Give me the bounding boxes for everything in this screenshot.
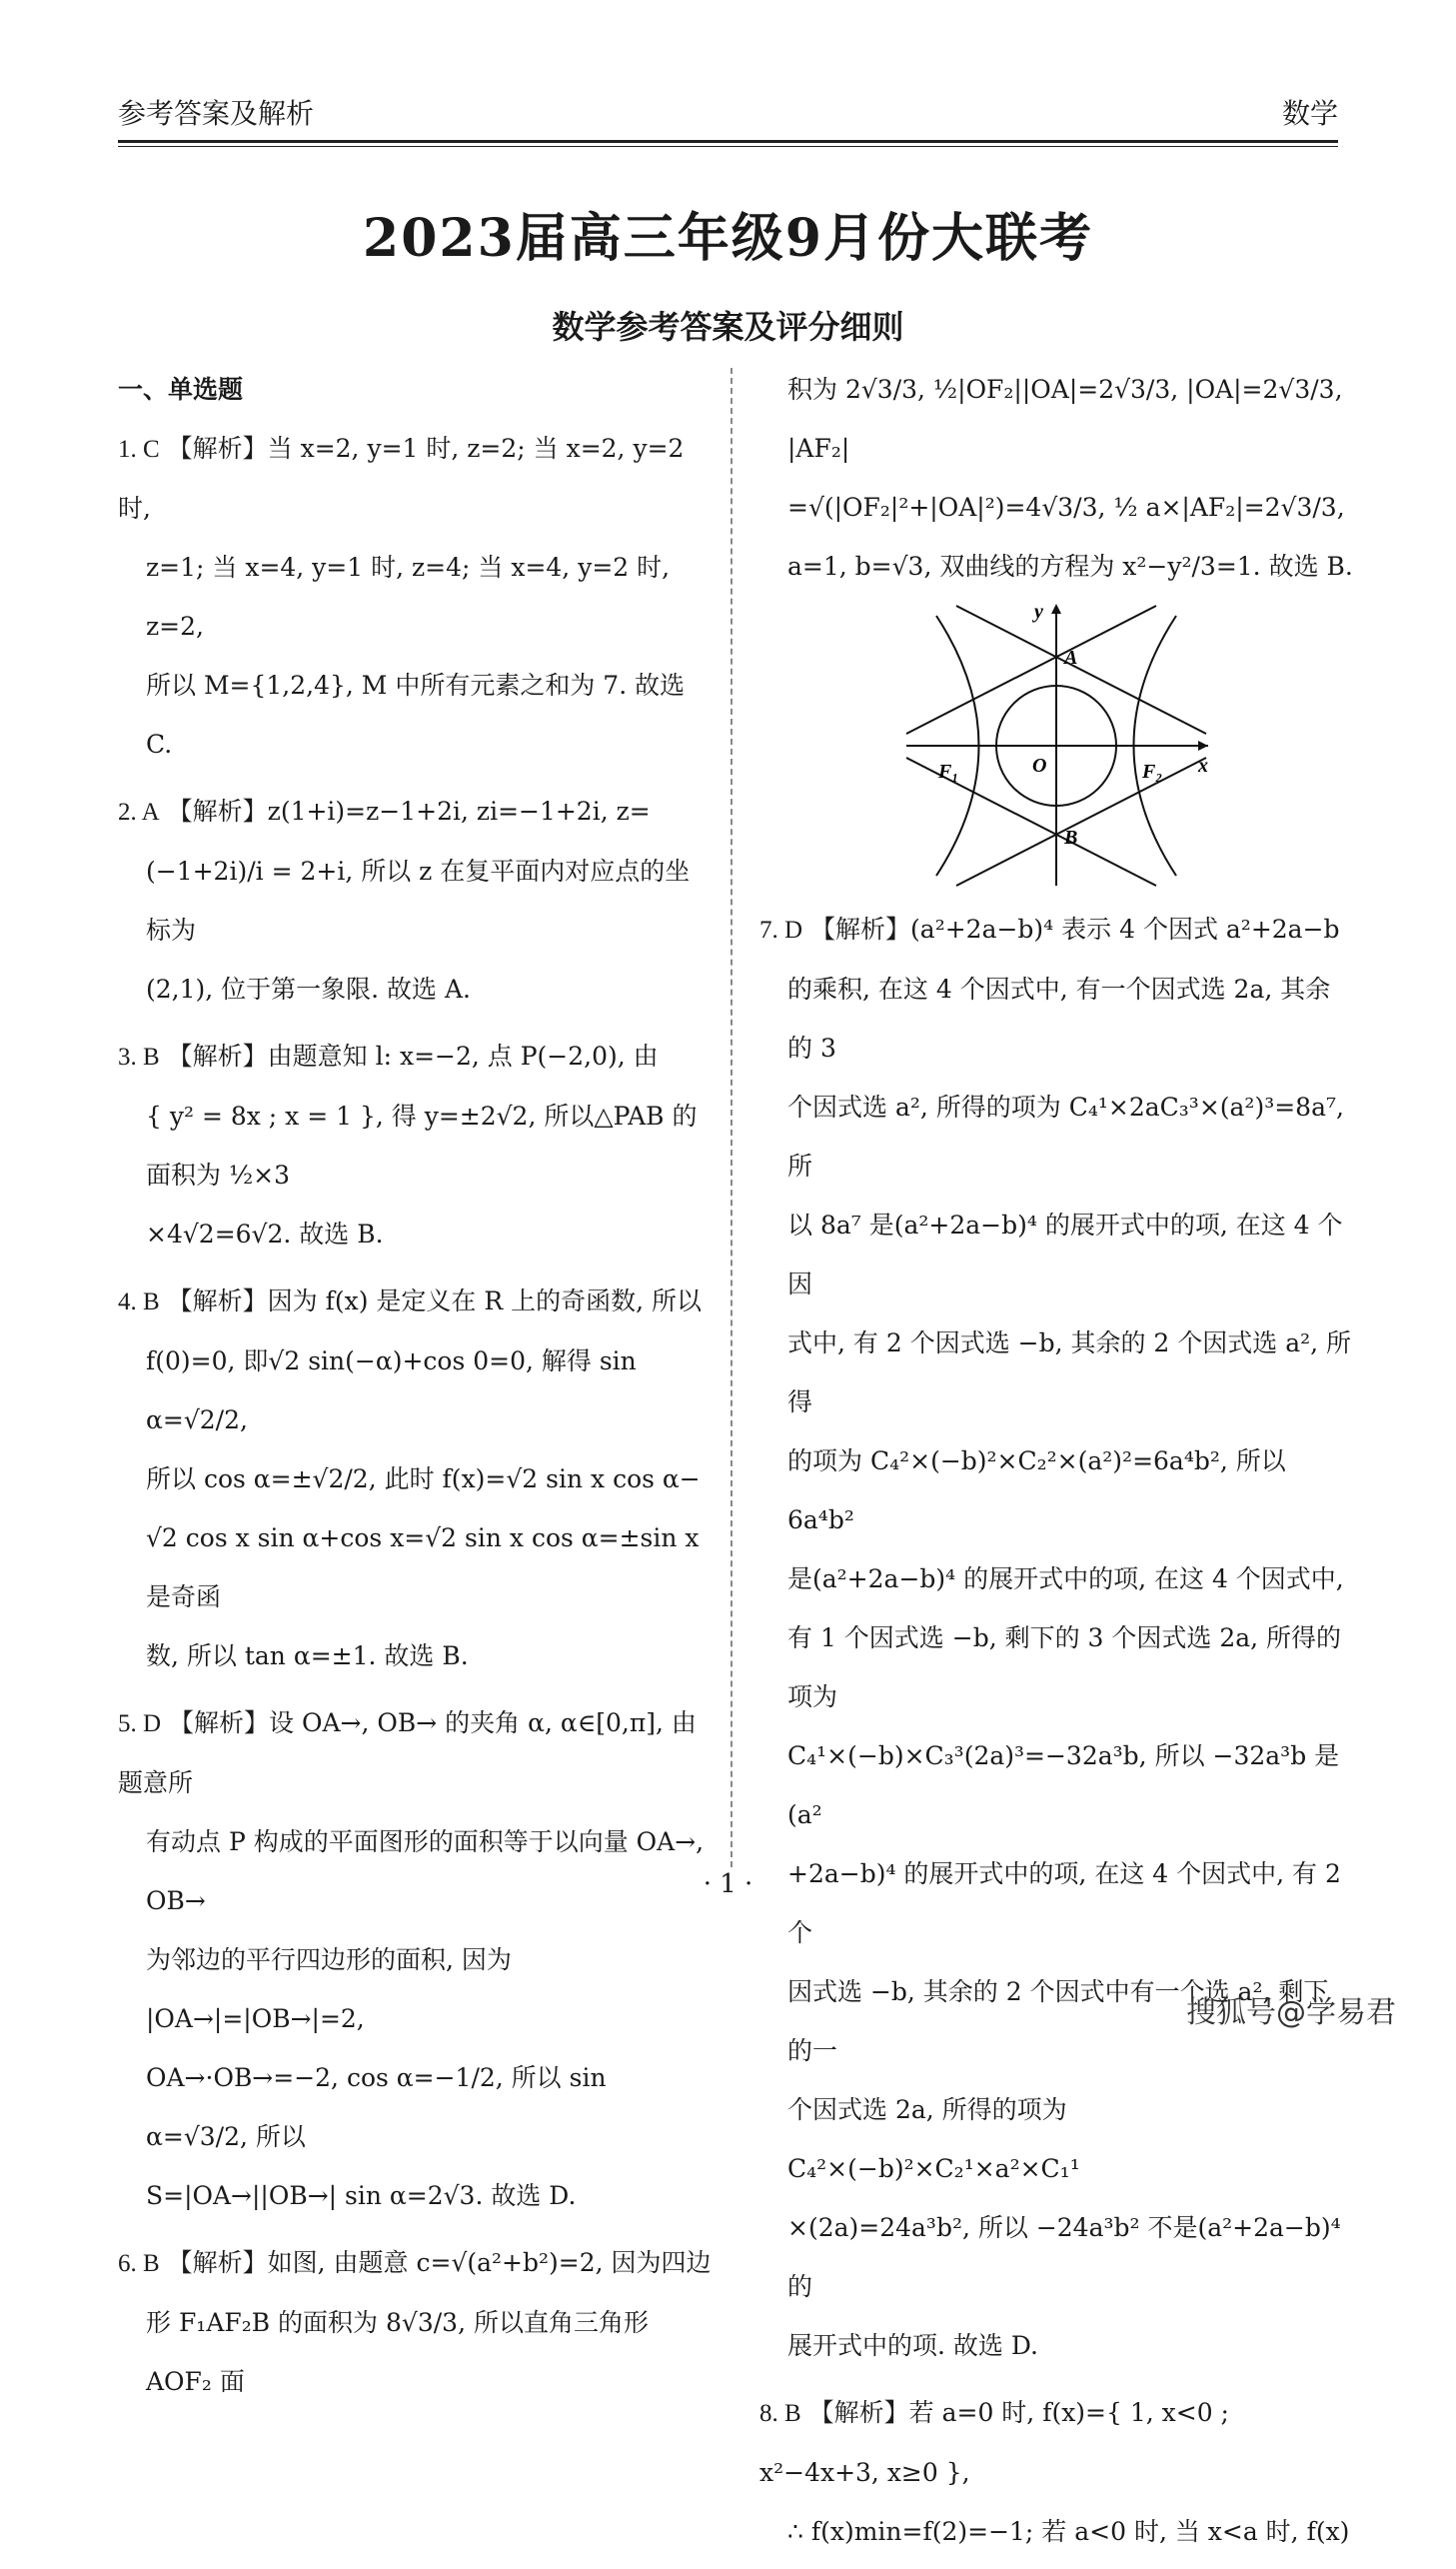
x-axis-arrow bbox=[1198, 741, 1208, 751]
header-rule-thin bbox=[118, 146, 1338, 147]
label-B: B bbox=[1064, 827, 1078, 849]
answer-line: ∴ f(x)min=f(2)=−1; 若 a<0 时, 当 x<a 时, f(x) bbox=[787, 2517, 1350, 2546]
answer-line: ×(2a)=24a³b², 所以 −24a³b² 不是(a²+2a−b)⁴ 的 bbox=[787, 2213, 1341, 2301]
answer-line: 的乘积, 在这 4 个因式中, 有一个因式选 2a, 其余的 3 bbox=[787, 975, 1331, 1063]
answer-line: 形 F₁AF₂B 的面积为 8√3/3, 所以直角三角形 AOF₂ 面 bbox=[146, 2308, 649, 2396]
answer-line bbox=[118, 782, 712, 842]
answer-line bbox=[118, 1693, 712, 1812]
answer-line: 有 1 个因式选 −b, 剩下的 3 个因式选 2a, 所得的项为 bbox=[787, 1623, 1342, 1711]
y-axis-arrow bbox=[1051, 604, 1061, 614]
label-O: O bbox=[1032, 755, 1047, 777]
line-F1A bbox=[906, 606, 1156, 734]
answer-item bbox=[759, 900, 1353, 2375]
answer-line: 积为 2√3/3, ½|OF₂||OA|=2√3/3, |OA|=2√3/3, |AF₂| bbox=[787, 375, 1343, 463]
answer-number: 1. C bbox=[118, 436, 160, 463]
label-A: A bbox=[1064, 647, 1078, 669]
right-column bbox=[759, 360, 1353, 2569]
answer-text: 由题意知 l: x=−2, 点 P(−2,0), 由 bbox=[267, 1042, 659, 1071]
hyperbola-diagram bbox=[896, 596, 1216, 896]
answer-text: 当 x=2, y=1 时, z=2; 当 x=2, y=2 时, bbox=[118, 434, 685, 523]
answer-line: +2a−b)⁴ 的展开式中的项, 在这 4 个因式中, 有 2 个 bbox=[787, 1859, 1341, 1947]
analysis-tag: 【解析】 bbox=[808, 2398, 909, 2427]
answer-line: ×4√2=6√2. 故选 B. bbox=[146, 1220, 384, 1249]
answer-item bbox=[118, 419, 712, 774]
label-F1: F₁ bbox=[938, 761, 959, 783]
line-F2A bbox=[956, 606, 1206, 734]
column-divider bbox=[730, 368, 732, 1867]
answer-line bbox=[118, 1272, 712, 1331]
header-subject: 数学 bbox=[1281, 97, 1338, 130]
watermark: 搜狐号@学易君 bbox=[1186, 1995, 1396, 2030]
answer-line: OA→·OB→=−2, cos α=−1/2, 所以 sin α=√3/2, 所以 bbox=[146, 2063, 607, 2151]
answer-line: 数, 所以 tan α=±1. 故选 B. bbox=[146, 1641, 469, 1670]
right-answer-list bbox=[759, 900, 1353, 2561]
header-rule bbox=[118, 140, 1338, 143]
answer-item bbox=[118, 1693, 712, 2225]
answer-item bbox=[118, 1272, 712, 1685]
answer-line: =√(|OF₂|²+|OA|²)=4√3/3, ½ a×|AF₂|=2√3/3, bbox=[787, 493, 1345, 522]
answer-line: 是(a²+2a−b)⁴ 的展开式中的项, 在这 4 个因式中, bbox=[787, 1564, 1344, 1593]
answer-number: 5. D bbox=[118, 1710, 162, 1737]
answer-text: 如图, 由题意 c=√(a²+b²)=2, 因为四边 bbox=[267, 2248, 712, 2277]
answer-line: 展开式中的项. 故选 D. bbox=[787, 2331, 1038, 2360]
analysis-tag: 【解析】 bbox=[167, 1042, 268, 1071]
answer-number: 2. A bbox=[118, 799, 160, 826]
answer-line: C₄¹×(−b)×C₃³(2a)³=−32a³b, 所以 −32a³b 是(a² bbox=[787, 1741, 1340, 1829]
answer-line: 个因式选 a², 所得的项为 C₄¹×2aC₃³×(a²)³=8a⁷, 所 bbox=[787, 1093, 1344, 1181]
analysis-tag: 【解析】 bbox=[810, 915, 911, 944]
answer-number: 7. D bbox=[759, 917, 803, 944]
label-F2: F₂ bbox=[1142, 761, 1163, 783]
answer-number: 4. B bbox=[118, 1288, 160, 1315]
answer-line: 的项为 C₄²×(−b)²×C₂²×(a²)²=6a⁴b², 所以 6a⁴b² bbox=[787, 1446, 1286, 1534]
answer-6-continued bbox=[759, 360, 1353, 596]
answer-item bbox=[118, 2233, 712, 2411]
analysis-tag: 【解析】 bbox=[167, 2248, 268, 2277]
answer-text: 因为 f(x) 是定义在 R 上的奇函数, 所以 bbox=[267, 1286, 703, 1315]
answer-text: 设 OA→, OB→ 的夹角 α, α∈[0,π], 由题意所 bbox=[118, 1708, 697, 1797]
analysis-tag: 【解析】 bbox=[167, 797, 268, 826]
page-subtitle: 数学参考答案及评分细则 bbox=[552, 308, 904, 346]
answer-line: 因式选 −b, 其余的 2 个因式中有一个选 a², 剩下的一 bbox=[787, 1977, 1329, 2065]
answer-line: (−1+2i)/i = 2+i, 所以 z 在复平面内对应点的坐标为 bbox=[146, 857, 691, 945]
analysis-tag: 【解析】 bbox=[167, 1286, 268, 1315]
answer-line: a=1, b=√3, 双曲线的方程为 x²−y²/3=1. 故选 B. bbox=[787, 552, 1353, 581]
answer-text: 若 a=0 时, f(x)={ 1, x<0 ; x²−4x+3, x≥0 }, bbox=[759, 2398, 1229, 2487]
answer-line bbox=[759, 900, 1353, 960]
answer-number: 8. B bbox=[759, 2400, 801, 2427]
answer-line: 式中, 有 2 个因式选 −b, 其余的 2 个因式选 a², 所得 bbox=[787, 1328, 1352, 1416]
analysis-tag: 【解析】 bbox=[167, 434, 268, 463]
page-number: · 1 · bbox=[703, 1869, 753, 1899]
answer-line: 所以 cos α=±√2/2, 此时 f(x)=√2 sin x cos α− bbox=[146, 1464, 701, 1493]
answer-line: √2 cos x sin α+cos x=√2 sin x cos α=±sin x 是奇函 bbox=[146, 1523, 700, 1611]
label-x: x bbox=[1198, 755, 1208, 777]
answer-item bbox=[759, 2383, 1353, 2561]
answer-line: 个因式选 2a, 所得的项为 C₄²×(−b)²×C₂¹×a²×C₁¹ bbox=[787, 2095, 1080, 2183]
answer-text: z(1+i)=z−1+2i, zi=−1+2i, z= bbox=[267, 797, 651, 826]
answer-text: (a²+2a−b)⁴ 表示 4 个因式 a²+2a−b bbox=[910, 915, 1340, 944]
label-y: y bbox=[1034, 601, 1043, 623]
answer-number: 6. B bbox=[118, 2250, 160, 2277]
answer-line: 为邻边的平行四边形的面积, 因为 |OA→|=|OB→|=2, bbox=[146, 1945, 512, 2033]
answer-line bbox=[118, 419, 712, 538]
answer-line: f(0)=0, 即√2 sin(−α)+cos 0=0, 解得 sin α=√2/2, bbox=[146, 1346, 637, 1434]
answer-item bbox=[118, 1027, 712, 1264]
answer-item bbox=[118, 782, 712, 1019]
answer-line: (2,1), 位于第一象限. 故选 A. bbox=[146, 975, 472, 1004]
analysis-tag: 【解析】 bbox=[169, 1708, 270, 1737]
answer-line: 所以 M={1,2,4}, M 中所有元素之和为 7. 故选 C. bbox=[146, 671, 686, 759]
answer-line: 以 8a⁷ 是(a²+2a−b)⁴ 的展开式中的项, 在这 4 个因 bbox=[787, 1211, 1343, 1298]
line-F2B bbox=[956, 758, 1206, 886]
header-left-title: 参考答案及解析 bbox=[118, 97, 315, 130]
left-column bbox=[118, 360, 712, 2419]
answer-line bbox=[118, 2233, 712, 2293]
page-title: 2023届高三年级9月份大联考 bbox=[363, 208, 1093, 269]
section-heading: 一、单选题 bbox=[118, 375, 244, 404]
answer-line: z=1; 当 x=4, y=1 时, z=4; 当 x=4, y=2 时, z=2, bbox=[146, 553, 671, 641]
hyperbola-figure bbox=[759, 596, 1353, 896]
answer-line: { y² = 8x ; x = 1 }, 得 y=±2√2, 所以△PAB 的面积为 ½×3 bbox=[146, 1102, 698, 1190]
answer-line bbox=[118, 1027, 712, 1087]
answer-number: 3. B bbox=[118, 1044, 160, 1071]
left-answer-list bbox=[118, 419, 712, 2411]
answer-line: S=|OA→||OB→| sin α=2√3. 故选 D. bbox=[146, 2181, 577, 2210]
answer-line bbox=[759, 2383, 1353, 2502]
answer-line: 有动点 P 构成的平面图形的面积等于以向量 OA→, OB→ bbox=[146, 1827, 705, 1915]
